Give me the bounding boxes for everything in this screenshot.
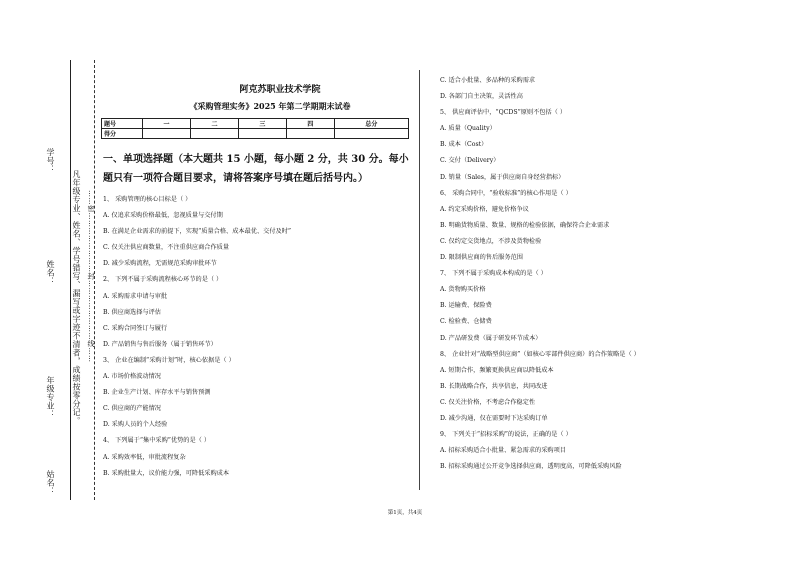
score-cell: 得分 <box>102 129 143 139</box>
score-cell <box>238 129 286 139</box>
column-divider <box>419 70 420 490</box>
question-line: C. 供应商的产能情况 <box>103 405 161 413</box>
question-line: 2、 下列不属于采购流程核心环节的是（ ） <box>103 276 223 284</box>
question-line: 4、 下列属于“集中采购”优势的是（ ） <box>103 437 211 445</box>
question-line: C. 检验费、仓储费 <box>440 318 492 326</box>
score-cell: 三 <box>238 119 286 129</box>
page-footer: 第1页，共4页 <box>387 510 423 516</box>
class-label: 年级专业： <box>46 376 55 419</box>
question-line: A. 市场价格波动情况 <box>103 373 161 381</box>
right-question-column <box>440 77 760 479</box>
question-line: D. 销量（Sales，属于供应商自身经营指标） <box>440 173 565 181</box>
name-label: 姓名： <box>46 260 55 286</box>
score-cell: 题号 <box>102 119 143 129</box>
question-line: D. 产品研发费（属于研发环节成本） <box>440 334 542 342</box>
student-id-label: 学号： <box>46 148 55 174</box>
question-line: C. 采购合同签订与履行 <box>103 324 168 332</box>
score-cell: 四 <box>286 119 334 129</box>
question-line: C. 仅关注价格，不考虑合作稳定性 <box>440 398 536 406</box>
question-line: A. 仅追求采购价格最低，忽视质量与交付期 <box>103 212 223 220</box>
question-line: 8、 企业针对“战略型供应商”（如核心零部件供应商）的合作策略是（ ） <box>440 350 640 358</box>
school-label: 姑名： <box>46 470 55 496</box>
seal-text: ……密……………………封……………………线…… <box>87 190 95 363</box>
question-line: A. 质量（Quality） <box>440 125 496 133</box>
question-line: B. 运输费、保险费 <box>440 302 492 310</box>
question-line: A. 约定采购价格，避免价格争议 <box>440 205 529 213</box>
question-line: D. 产品销售与售后服务（属于销售环节） <box>103 340 217 348</box>
score-cell: 总分 <box>334 119 408 129</box>
score-table-score-row <box>102 129 409 139</box>
score-cell <box>286 129 334 139</box>
score-table <box>101 118 409 139</box>
question-line: C. 仅约定交货地点，不涉及货物检验 <box>440 237 542 245</box>
binding-margin <box>28 60 98 500</box>
score-cell: 二 <box>190 119 238 129</box>
question-line: B. 采购批量大，议价能力强，可降低采购成本 <box>103 469 230 477</box>
score-cell <box>190 129 238 139</box>
question-line: C. 仅关注供应商数量，不注重供应商合作质量 <box>103 244 230 252</box>
question-line: A. 采购需求申请与审批 <box>103 292 168 300</box>
question-line: A. 招标采购适合小批量、紧急需求的采购项目 <box>440 447 566 455</box>
question-line: 7、 下列不属于采购成本构成的是（ ） <box>440 270 547 278</box>
question-line: D. 限制供应商的售后服务范围 <box>440 254 523 262</box>
question-line: B. 明确货物质量、数量、规格的检验依据，确保符合企业需求 <box>440 221 610 229</box>
school-name: 阿克苏职业技术学院 <box>239 85 321 95</box>
score-cell: 一 <box>143 119 191 129</box>
score-table-header-row <box>102 119 409 129</box>
question-line: B. 在满足企业需求的前提下，实现“质量合格、成本最优、交付及时” <box>103 228 292 236</box>
question-line: D. 各部门自主决策，灵活性高 <box>440 93 523 101</box>
binding-note: 凡年级专业、姓名、学号错写、漏写或字迹不清者，成绩按零分记。 <box>72 170 81 425</box>
question-line: D. 采购人员的个人经验 <box>103 421 168 429</box>
question-line: 6、 采购合同中，“验收标准”的核心作用是（ ） <box>440 189 572 197</box>
question-line: C. 交付（Delivery） <box>440 157 500 165</box>
section-title: 一、单项选择题（本大题共 15 小题，每小题 2 分，共 30 分。每小题只有一项符合题目要求，请将答案序号填在题后括号内。） <box>103 154 409 184</box>
question-line: 9、 下列关于“招标采购”的说法，正确的是（ ） <box>440 431 572 439</box>
question-line: A. 短期合作，频繁更换供应商以降低成本 <box>440 366 554 374</box>
question-line: D. 减少采购流程，无需规范采购审批环节 <box>103 260 217 268</box>
question-line: B. 企业生产计划、库存水平与销售预测 <box>103 389 211 397</box>
question-line: B. 供应商选择与评估 <box>103 308 161 316</box>
question-line: A. 采购效率低，审批流程复杂 <box>103 453 186 461</box>
left-question-column <box>103 196 415 486</box>
question-line: 5、 供应商评估中，“QCDS”原则不包括（ ） <box>440 109 567 117</box>
score-cell <box>334 129 408 139</box>
question-line: B. 招标采购通过公开竞争选择供应商，透明度高，可降低采购风险 <box>440 463 622 471</box>
question-line: A. 货物购买价格 <box>440 286 486 294</box>
question-line: C. 适合小批量、多品种的采购需求 <box>440 77 536 84</box>
exam-title: 《采购管理实务》2025 年第二学期期末试卷 <box>189 101 351 111</box>
question-line: B. 长期战略合作，共享信息，共同改进 <box>440 382 548 390</box>
question-line: B. 成本（Cost） <box>440 141 488 149</box>
score-cell <box>143 129 191 139</box>
margin-border-line <box>70 60 71 500</box>
question-line: 1、 采购管理的核心目标是（ ） <box>103 196 192 203</box>
question-line: 3、 企业在编制“采购计划”时，核心依据是（ ） <box>103 356 235 364</box>
question-line: D. 减少沟通，仅在需要时下达采购订单 <box>440 414 548 422</box>
